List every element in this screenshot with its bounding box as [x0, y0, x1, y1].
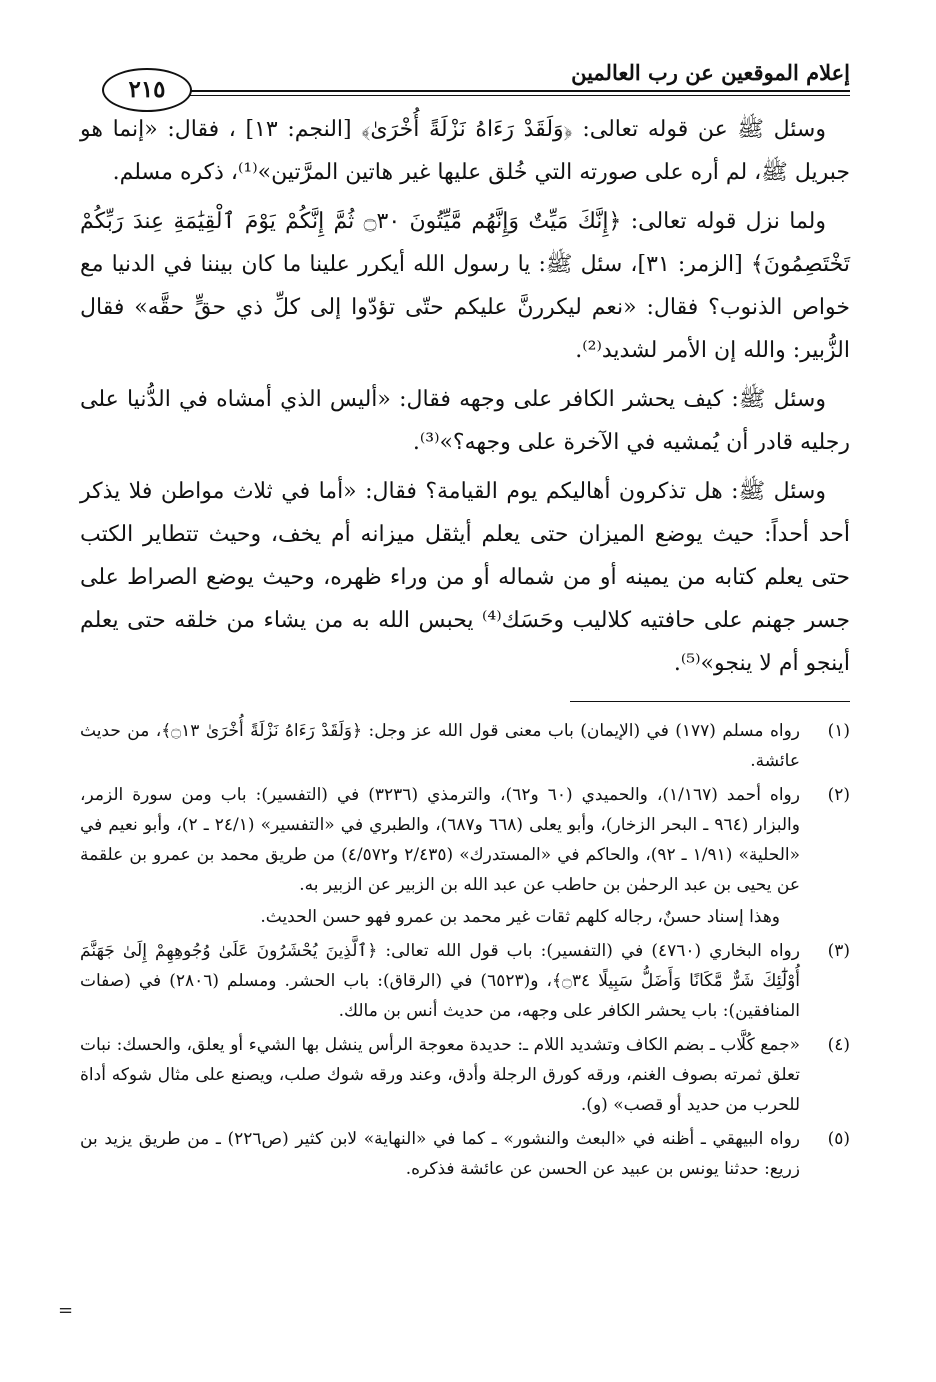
footnote	[80, 1124, 850, 1184]
page-header	[80, 48, 850, 104]
paragraph: وسئل ﷺ عن قوله تعالى: ﴿وَلَقَدْ رَءَاهُ نَزْلَةً أُخْرَىٰ﴾ [النجم: ١٣] ، فقال: «إنما هو جبريل ﷺ، لم أره على صورته التي خُلق عليها غير هاتين المرَّتين»⁽¹⁾، ذكره مسلم.	[80, 117, 850, 185]
footnote	[80, 716, 850, 776]
footnote-text: رواه أحمد (١/١٦٧)، والحميدي (٦٠ و٦٢)، والترمذي (٣٢٣٦) في (التفسير): باب ومن سورة الزمر، والبزار (٩٦٤ ـ البحر الزخار)، وأبو يعلى (٦٦٨ و٦٨٧)، والطبري في «التفسير» (٢٤/١ ـ ٢)، وأبو نعيم في «الحلية» (١/٩١ ـ ٩٢)، والحاكم في «المستدرك» (٢/٤٣٥ و٤/٥٧٢) من طريق محمد بن عمرو بن علقمة عن يحيى بن عبد الرحمٰن بن حاطب عن عبد الله بن الزبير عن الزبير به.	[80, 785, 800, 895]
book-page	[80, 48, 850, 1188]
page-number: ٢١٥	[102, 68, 192, 112]
footnote	[80, 936, 850, 1026]
footnote-comment: وهذا إسناد حسنٌ، رجاله كلهم ثقات غير محمد بن عمرو فهو حسن الحديث.	[260, 907, 780, 927]
footnote	[80, 780, 850, 932]
footnote-number: (١)	[827, 721, 850, 741]
header-rule	[190, 90, 850, 96]
running-title: إعلام الموقعين عن رب العالمين	[571, 60, 850, 85]
footnote-body	[80, 780, 800, 932]
main-text	[80, 108, 850, 685]
footnotes	[80, 716, 850, 1184]
paragraph: وسئل ﷺ: كيف يحشر الكافر على وجهه فقال: «أليس الذي أمشاه في الدُّنيا على رجليه قادر أن يُمشيه في الآخرة على وجهه؟»⁽³⁾.	[80, 387, 850, 455]
margin-mark: =	[58, 1300, 74, 1321]
footnote-text: رواه مسلم (١٧٧) في (الإيمان) باب معنى قول الله عز وجل: ﴿وَلَقَدْ رَءَاهُ نَزْلَةً أُخْرَىٰ ۝١٣﴾، من حديث عائشة.	[80, 721, 800, 771]
footnote-text: «جمع كُلَّاب ـ بضم الكاف وتشديد اللام ـ: حديدة معوجة الرأس ينشل بها الشيء أو يعلق، والحسك: نبات تعلق ثمرته بصوف الغنم، ورقه كورق الرجلة وأدق، وعند ورقه شوك صلب، ويصنع على مثال شوكه أداة للحرب من حديد أو قصب» (و).	[80, 1035, 800, 1115]
footnote-divider	[570, 701, 850, 702]
footnote-number: (٢)	[827, 785, 850, 805]
footnote-number: (٥)	[827, 1129, 850, 1149]
paragraph: ولما نزل قوله تعالى: ﴿إِنَّكَ مَيِّتٌ وَإِنَّهُم مَّيِّتُونَ ۝٣٠ ثُمَّ إِنَّكُمْ يَوْمَ ٱلْقِيَٰمَةِ عِندَ رَبِّكُمْ تَخْتَصِمُونَ﴾ [الزمر: ٣١]، سئل ﷺ: يا رسول الله أيكرر علينا ما كان بيننا في الدنيا مع خواص الذنوب؟ فقال: «نعم ليكررنَّ عليكم حتّى تؤدّوا إلى كلِّ ذي حقٍّ حقَّه» فقال الزُّبير: والله إن الأمر لشديد⁽²⁾.	[80, 209, 851, 363]
paragraph: وسئل ﷺ: هل تذكرون أهاليكم يوم القيامة؟ فقال: «أما في ثلاث مواطن فلا يذكر أحد أحداً: حيث يوضع الميزان حتى يعلم أيثقل ميزانه أم يخف، وحيث تتطاير الكتب حتى يعلم كتابه من يمينه أو من شماله أو من وراء ظهره، وحيث يوضع الصراط على جسر جهنم على حافتيه كلاليب وحَسَك⁽⁴⁾ يحبس الله به من يشاء من خلقه حتى يعلم أينجو أم لا ينجو»⁽⁵⁾.	[80, 479, 850, 676]
footnote-number: (٣)	[827, 941, 850, 961]
footnote-text: رواه البخاري (٤٧٦٠) في (التفسير): باب قول الله تعالى: ﴿ٱلَّذِينَ يُحْشَرُونَ عَلَىٰ وُجُوهِهِمْ إِلَىٰ جَهَنَّمَ أُوْلَٰٓئِكَ شَرٌّ مَّكَانًا وَأَضَلُّ سَبِيلًا ۝٣٤﴾، و(٦٥٢٣) في (الرقاق): باب الحشر. ومسلم (٢٨٠٦) في (صفات المنافقين): باب يحشر الكافر على وجهه، من حديث أنس بن مالك.	[80, 941, 801, 1021]
footnote-text: رواه البيهقي ـ أظنه في «البعث والنشور» ـ كما في «النهاية» لابن كثير (ص٢٢٦) ـ من طريق يزيد بن زريع: حدثنا يونس بن عبيد عن الحسن عن عائشة فذكره.	[80, 1129, 800, 1179]
footnote-number: (٤)	[827, 1035, 850, 1055]
footnote	[80, 1030, 850, 1120]
